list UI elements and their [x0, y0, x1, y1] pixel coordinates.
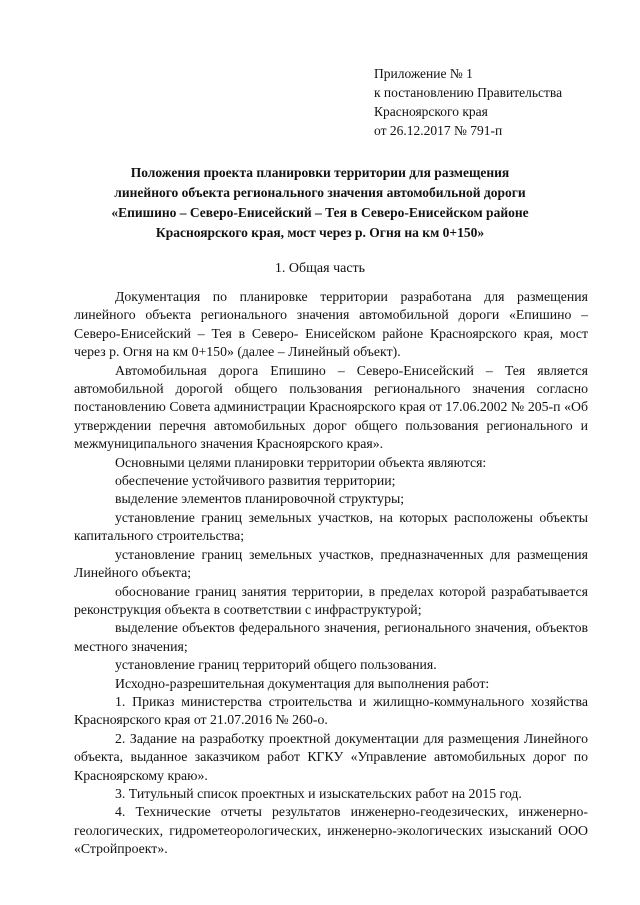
- document-body: [74, 288, 588, 859]
- section-heading: 1. Общая часть: [274, 261, 366, 276]
- list-item-goal: выделение элементов планировочной структуры;: [115, 491, 405, 507]
- appendix-region: Красноярского края: [374, 104, 488, 119]
- list-item-doc: 4. Технические отчеты результатов инженерно-геодезических, инженерно-геологических, гидрометеорологических, инженерно-экологических изысканий ООО «Стройпроект».: [74, 804, 588, 857]
- list-item-goal: установление границ земельных участков, предназначенных для размещения Линейного объекта;: [74, 546, 588, 581]
- paragraph-goals-heading: Основными целями планировки территории объекта являются:: [115, 454, 487, 470]
- list-item-doc: 1. Приказ министерства строительства и жилищно-коммунального хозяйства Красноярского края от 21.07.2016 № 260-о.: [74, 693, 588, 728]
- list-item-goal: выделение объектов федерального значения, регионального значения, объектов местного значения;: [74, 620, 588, 654]
- list-item-goal: установление границ земельных участков, на которых расположены объекты капитального строительства;: [74, 509, 588, 544]
- title-line-4: Красноярского края, мост через р. Огня на км 0+150»: [155, 225, 485, 240]
- appendix-block: [374, 64, 562, 140]
- paragraph-road-status: Автомобильная дорога Епишино – Северо-Енисейский – Тея является автомобильной дорогой общего пользования регионального значения согласно постановлению Совета администрации Красноярского края от 17.06.2002 № 205-п «Об утверждении перечня автомобильных дорог общего пользования регионального и межмуниципального значения Красноярского края».: [74, 362, 588, 452]
- paragraph-intro: Документация по планировке территории разработана для размещения линейного объекта регионального значения автомобильной дороги «Епишино – Северо-Енисейский – Тея в Северо- Енисейском районе Красноярского края, мост через р. Огня на км 0+150» (далее – Линейный объект).: [74, 289, 588, 360]
- title-line-1: Положения проекта планировки территории для размещения: [130, 165, 510, 180]
- title-line-3: «Епишино – Северо-Енисейский – Тея в Северо-Енисейском районе: [111, 205, 529, 220]
- appendix-resolution: к постановлению Правительства: [374, 85, 563, 100]
- title-line-2: линейного объекта регионального значения автомобильной дороги: [114, 185, 526, 200]
- document-title: [75, 163, 565, 243]
- list-item-goal: обеспечение устойчивого развития территории;: [115, 473, 396, 489]
- list-item-doc: 2. Задание на разработку проектной документации для размещения Линейного объекта, выданное заказчиком работ КГКУ «Управление автомобильных дорог по Красноярскому краю».: [74, 730, 588, 783]
- appendix-date: от 26.12.2017 № 791-п: [374, 123, 503, 138]
- list-item-goal: установление границ территорий общего пользования.: [115, 657, 437, 673]
- list-item-doc: 3. Титульный список проектных и изыскательских работ на 2015 год.: [115, 785, 522, 801]
- list-item-goal: обоснование границ занятия территории, в пределах которой разрабатывается реконструкция объекта в соответствии с инфраструктурой;: [74, 583, 588, 617]
- paragraph-docs-heading: Исходно-разрешительная документация для выполнения работ:: [115, 675, 490, 691]
- appendix-number: Приложение № 1: [374, 66, 473, 81]
